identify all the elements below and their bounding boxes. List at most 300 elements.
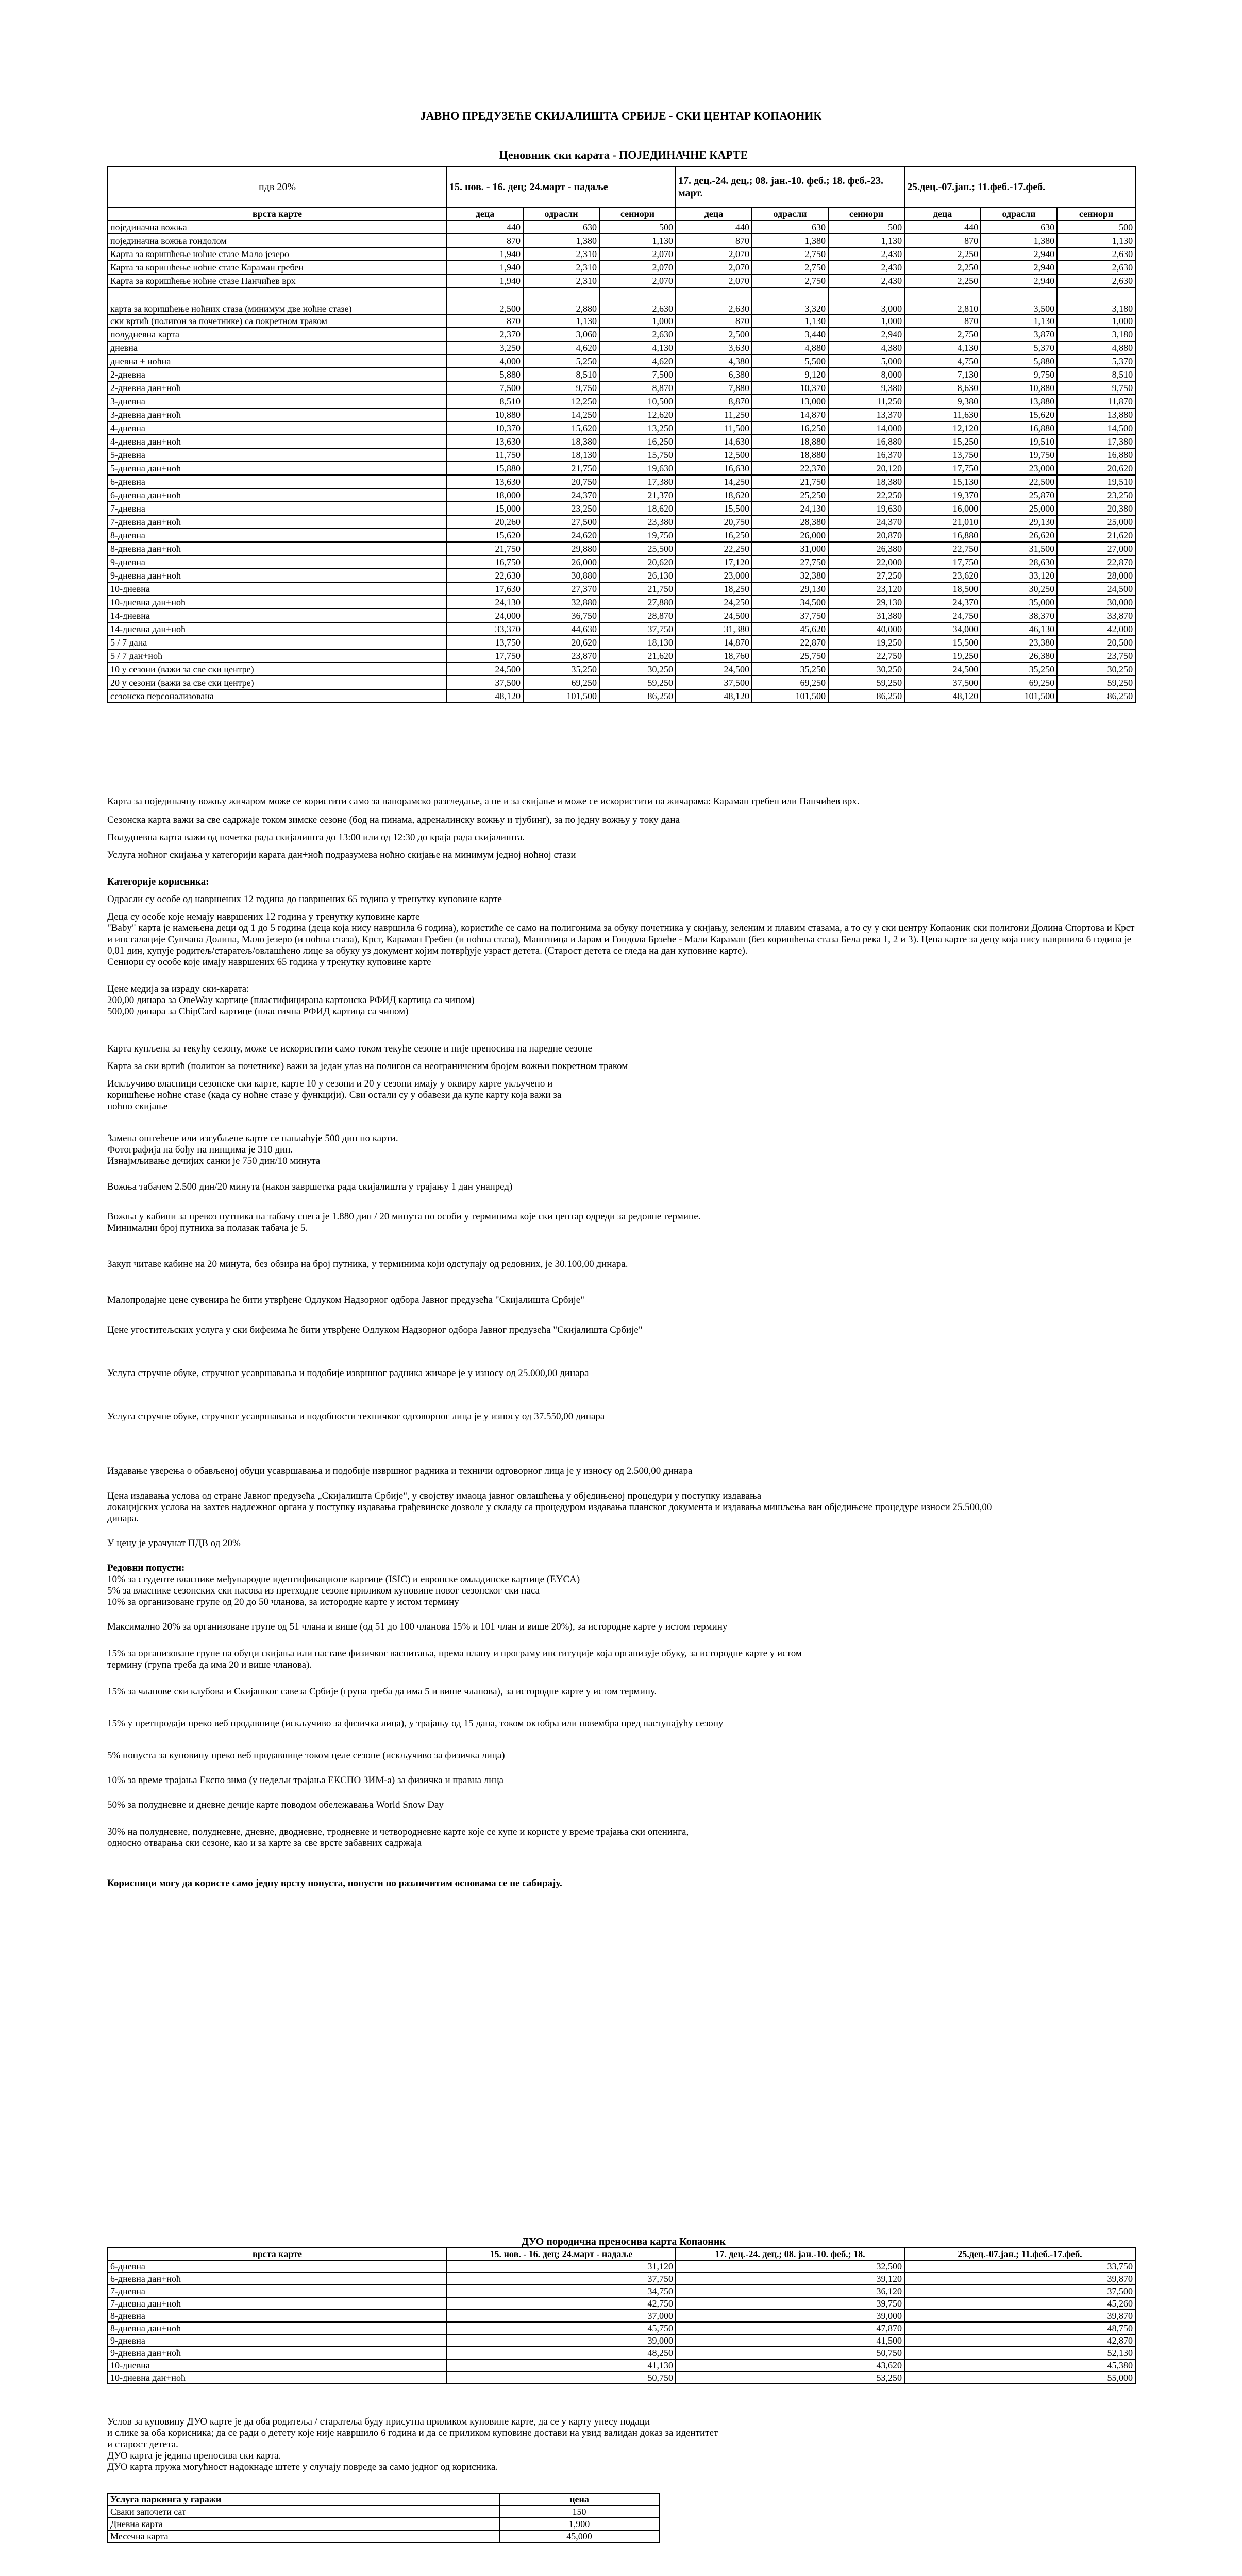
price-cell: 870 — [447, 234, 523, 247]
price-cell: 33,370 — [447, 622, 523, 636]
price-cell: 34,750 — [447, 2285, 676, 2297]
price-cell: 13,750 — [904, 448, 981, 462]
price-cell: 16,000 — [904, 502, 981, 515]
price-cell: 15,620 — [981, 408, 1057, 421]
price-cell: 2,310 — [523, 247, 599, 261]
price-cell: 1,380 — [752, 234, 828, 247]
price-cell: 13,250 — [599, 421, 676, 435]
price-cell: 32,500 — [676, 2260, 904, 2273]
price-cell: 2,940 — [981, 274, 1057, 287]
discount-item: 5% попуста за куповину преко веб продавнице током целе сезоне (искључиво за физичка лица) — [107, 1750, 505, 1761]
table-row — [108, 2260, 1135, 2273]
table-row — [108, 435, 1135, 448]
price-cell: 2,940 — [981, 247, 1057, 261]
discount-item: 10% за студенте власнике међународне идентификационе картице (ISIC) и европске омладинске картице (EYCA) — [107, 1574, 580, 1585]
table-row — [108, 2530, 659, 2543]
ticket-type: полудневна карта — [108, 328, 447, 341]
discount-item: термину (група треба да има 20 и више чланова). — [107, 1659, 312, 1670]
ticket-type: 8-дневна дан+ноћ — [108, 542, 447, 555]
price-cell: 18,620 — [599, 502, 676, 515]
document-subtitle: Ценовник ски карата - ПОЈЕДИНАЧНЕ КАРТЕ — [499, 148, 748, 161]
garage-header-row — [108, 2493, 659, 2505]
note: 200,00 динара за OneWay картице (пластифицирана картонска РФИД картица са чипом) — [107, 995, 475, 1006]
table-row — [108, 2322, 1135, 2334]
price-cell: 27,370 — [523, 582, 599, 596]
garage-table — [107, 2493, 660, 2543]
price-cell: 10,370 — [447, 421, 523, 435]
table-row — [108, 287, 1135, 314]
price-cell: 32,880 — [523, 596, 599, 609]
price-cell: 24,130 — [752, 502, 828, 515]
price-cell: 2,750 — [752, 261, 828, 274]
table-row — [108, 663, 1135, 676]
note: Карта за појединачну вожњу жичаром може се користити само за панорамско разгледање, а не и за скијање и може се искористити на жичарама: Караман гребен или Панчићев врх. — [107, 796, 860, 807]
service-label: Сваки започети сат — [108, 2505, 499, 2518]
price-cell: 26,380 — [828, 542, 904, 555]
price-cell: 3,320 — [752, 287, 828, 314]
price-cell: 16,880 — [828, 435, 904, 448]
note: Полудневна карта важи од почетка рада скијалишта до 13:00 или од 12:30 до краја рада скијалишта. — [107, 832, 525, 843]
discount-item: 15% за организоване групе на обуци скијања или наставе физичког васпитања, према плану и програму институције која организује обуку, за истородне карте у истом — [107, 1648, 802, 1659]
price-cell: 2,310 — [523, 261, 599, 274]
price-cell: 48,250 — [447, 2347, 676, 2359]
price-cell: 37,750 — [447, 2273, 676, 2285]
price-cell: 12,120 — [904, 421, 981, 435]
price-cell: 30,250 — [981, 582, 1057, 596]
price-cell: 9,380 — [828, 381, 904, 395]
price-cell: 39,870 — [904, 2310, 1135, 2322]
note: и старост детета. — [107, 2439, 178, 2450]
ticket-type: 6-дневна дан+ноћ — [108, 488, 447, 502]
table-row — [108, 274, 1135, 287]
note: Вожња табачем 2.500 дин/20 минута (након завршетка рада скијалишта у трајању 1 дан унапред) — [107, 1181, 513, 1192]
price-cell: 2,630 — [599, 328, 676, 341]
price-cell: 17,120 — [676, 555, 752, 569]
table-row — [108, 689, 1135, 703]
price-cell: 52,130 — [904, 2347, 1135, 2359]
ticket-type: 9-дневна дан+ноћ — [108, 2347, 447, 2359]
price-cell: 2,500 — [447, 287, 523, 314]
price-cell: 42,750 — [447, 2297, 676, 2310]
price-cell: 1,130 — [752, 314, 828, 328]
price-cell: 24,000 — [447, 609, 523, 622]
price-cell: 36,120 — [676, 2285, 904, 2297]
table-row — [108, 341, 1135, 354]
discount-item: 15% за чланове ски клубова и Скијашког савеза Србије (група треба да има 5 и више чланова), за истородне карте у истом термину. — [107, 1686, 657, 1697]
discount-item: односно отварања ски сезоне, као и за карте за све врсте забавних садржаја — [107, 1838, 422, 1849]
column-header: деца — [447, 207, 523, 221]
price-cell: 500 — [599, 221, 676, 234]
price-cell: 14,000 — [828, 421, 904, 435]
ticket-type: 2-дневна дан+ноћ — [108, 381, 447, 395]
price-cell: 10,500 — [599, 395, 676, 408]
table-row — [108, 261, 1135, 274]
column-header: одрасли — [752, 207, 828, 221]
table-row — [108, 395, 1135, 408]
price-cell: 18,880 — [752, 435, 828, 448]
discount-item: 50% за полудневне и дневне дечије карте поводом обележавања World Snow Day — [107, 1800, 444, 1810]
price-cell: 37,500 — [904, 2285, 1135, 2297]
price-cell: 20,870 — [828, 529, 904, 542]
price-cell: 29,130 — [752, 582, 828, 596]
column-header: сениори — [599, 207, 676, 221]
price-cell: 31,380 — [828, 609, 904, 622]
price-cell: 23,380 — [981, 636, 1057, 649]
price-cell: 41,500 — [676, 2334, 904, 2347]
price-cell: 2,630 — [1057, 261, 1135, 274]
price-cell: 2,750 — [752, 247, 828, 261]
price-cell: 17,630 — [447, 582, 523, 596]
price-cell: 40,000 — [828, 622, 904, 636]
price-cell: 12,250 — [523, 395, 599, 408]
price-cell: 32,380 — [752, 569, 828, 582]
price-cell: 13,630 — [447, 435, 523, 448]
price-cell: 35,000 — [981, 596, 1057, 609]
table-row — [108, 2297, 1135, 2310]
price-cell: 4,880 — [752, 341, 828, 354]
price-cell: 24,500 — [1057, 582, 1135, 596]
price-cell: 2,940 — [828, 328, 904, 341]
price-cell: 36,750 — [523, 609, 599, 622]
note: локацијских услова на захтев надлежног органа у поступку издавања грађевинске дозволе у складу са процедуром издавања планског документа и издавања мишљења ван обједињене процедуре износи 25.500,00 — [107, 1502, 992, 1513]
table-row — [108, 475, 1135, 488]
price-cell: 24,370 — [523, 488, 599, 502]
price-cell: 45,000 — [499, 2530, 659, 2543]
period-header: 25.дец.-07.јан.; 11.феб.-17.феб. — [904, 2248, 1135, 2260]
price-cell: 37,500 — [676, 676, 752, 689]
price-cell: 86,250 — [828, 689, 904, 703]
price-cell: 19,750 — [599, 529, 676, 542]
price-cell: 1,000 — [1057, 314, 1135, 328]
table-row — [108, 421, 1135, 435]
price-cell: 30,880 — [523, 569, 599, 582]
ticket-type: дневна + ноћна — [108, 354, 447, 368]
price-cell: 45,380 — [904, 2359, 1135, 2371]
price-cell: 20,120 — [828, 462, 904, 475]
period-header-row — [108, 167, 1135, 207]
price-cell: 25,750 — [752, 649, 828, 663]
price-cell: 31,380 — [676, 622, 752, 636]
media-heading: Цене медија за израду ски-карата: — [107, 984, 249, 994]
price-cell: 13,750 — [447, 636, 523, 649]
price-cell: 37,000 — [447, 2310, 676, 2322]
table-row — [108, 582, 1135, 596]
price-cell: 50,750 — [676, 2347, 904, 2359]
price-cell: 2,630 — [1057, 274, 1135, 287]
table-row — [108, 2505, 659, 2518]
price-cell: 13,880 — [1057, 408, 1135, 421]
ticket-type: сезонска персонализована — [108, 689, 447, 703]
price-cell: 12,500 — [676, 448, 752, 462]
duo-header-row — [108, 2248, 1135, 2260]
price-cell: 4,750 — [904, 354, 981, 368]
price-cell: 37,500 — [904, 676, 981, 689]
service-label: Месечна карта — [108, 2530, 499, 2543]
price-cell: 34,500 — [752, 596, 828, 609]
price-cell: 14,250 — [523, 408, 599, 421]
price-cell: 4,880 — [1057, 341, 1135, 354]
price-cell: 18,250 — [676, 582, 752, 596]
price-cell: 11,500 — [676, 421, 752, 435]
table-row — [108, 2347, 1135, 2359]
table-row — [108, 462, 1135, 475]
price-cell: 16,750 — [447, 555, 523, 569]
price-cell: 29,130 — [828, 596, 904, 609]
price-cell: 2,940 — [981, 261, 1057, 274]
price-cell: 24,500 — [447, 663, 523, 676]
price-cell: 19,750 — [981, 448, 1057, 462]
ticket-type: 7-дневна дан+ноћ — [108, 515, 447, 529]
price-cell: 31,500 — [981, 542, 1057, 555]
ticket-type: 10-дневна дан+ноћ — [108, 2371, 447, 2384]
price-cell: 22,250 — [828, 488, 904, 502]
price-cell: 69,250 — [523, 676, 599, 689]
price-cell: 38,370 — [981, 609, 1057, 622]
price-cell: 2,430 — [828, 261, 904, 274]
garage-price-header: цена — [499, 2493, 659, 2505]
table-row — [108, 247, 1135, 261]
price-cell: 13,000 — [752, 395, 828, 408]
price-cell: 86,250 — [599, 689, 676, 703]
pdv-label: пдв 20% — [108, 167, 447, 207]
price-cell: 33,750 — [904, 2260, 1135, 2273]
price-cell: 2,750 — [752, 274, 828, 287]
ticket-type: карта за коришћење ноћних стаза (минимум две ноћне стазе) — [108, 287, 447, 314]
price-cell: 35,250 — [752, 663, 828, 676]
table-row — [108, 2334, 1135, 2347]
note: Минимални број путника за полазак табача је 5. — [107, 1223, 308, 1233]
table-row — [108, 234, 1135, 247]
price-cell: 4,380 — [828, 341, 904, 354]
note: Сезонска карта важи за све садржаје током зимске сезоне (бод на пинама, адреналинску вожњу и тјубинг), за по једну вожњу у току дана — [107, 815, 680, 825]
price-cell: 2,750 — [904, 328, 981, 341]
ticket-type: 9-дневна — [108, 2334, 447, 2347]
price-cell: 47,870 — [676, 2322, 904, 2334]
price-cell: 48,120 — [904, 689, 981, 703]
price-cell: 48,120 — [447, 689, 523, 703]
price-cell: 21,010 — [904, 515, 981, 529]
column-header-ticket: врста карте — [108, 207, 447, 221]
price-cell: 15,500 — [904, 636, 981, 649]
price-cell: 26,380 — [981, 649, 1057, 663]
price-cell: 22,630 — [447, 569, 523, 582]
ticket-type: 4-дневна — [108, 421, 447, 435]
price-cell: 11,630 — [904, 408, 981, 421]
price-cell: 1,380 — [523, 234, 599, 247]
price-cell: 4,380 — [676, 354, 752, 368]
price-cell: 16,250 — [676, 529, 752, 542]
price-cell: 19,250 — [828, 636, 904, 649]
ticket-type: 7-дневна — [108, 2285, 447, 2297]
price-cell: 24,620 — [523, 529, 599, 542]
price-cell: 34,000 — [904, 622, 981, 636]
price-cell: 19,370 — [904, 488, 981, 502]
column-header: сениори — [1057, 207, 1135, 221]
price-cell: 45,260 — [904, 2297, 1135, 2310]
discount-item: 10% за организоване групе од 20 до 50 чланова, за истородне карте у истом термину — [107, 1597, 459, 1607]
price-cell: 15,750 — [599, 448, 676, 462]
duo-table — [107, 2247, 1136, 2384]
ticket-type: 7-дневна дан+ноћ — [108, 2297, 447, 2310]
price-cell: 18,760 — [676, 649, 752, 663]
price-cell: 3,180 — [1057, 287, 1135, 314]
price-cell: 37,750 — [752, 609, 828, 622]
price-cell: 5,500 — [752, 354, 828, 368]
price-cell: 25,870 — [981, 488, 1057, 502]
discount-item: 30% на полудневне, полудневне, дневне, дводневне, тродневне и четвородневне карте које се купе и користе у време трајања ски опенинга, — [107, 1826, 689, 1837]
table-row — [108, 448, 1135, 462]
price-cell: 28,870 — [599, 609, 676, 622]
price-cell: 53,250 — [676, 2371, 904, 2384]
price-cell: 870 — [676, 314, 752, 328]
price-cell: 8,510 — [1057, 368, 1135, 381]
price-cell: 2,070 — [599, 261, 676, 274]
note: "Baby" карта је намењена деци од 1 до 5 година (деца која нису навршила 6 година), користиће се само на полигонима за обуку почетника у скијању, зеленим и плавим стазама, а то су у ски центру Копаоник ски полигони Долина Спортова и Крст и инсталације Сунчана Долина, Мало језеро (и ноћна стаза), Крст, Караман Гребен (и ноћна стаза), Маштница и Јарам и Гондола Брзеће - Мали Караман (без коришћења стаза Бела река 1, 2 и 3). Цена карте за децу која нису навршила 6 година је 0,01 дин, купује родитељ/старатељ/овлашћено лице за обуку уз документ којим потврђује узраст детета. (Старост детета се гледа на дан куповине карте). — [107, 923, 1135, 956]
period-header: 17. дец.-24. дец.; 08. јан.-10. феб.; 18. феб.-23. март. — [676, 167, 904, 207]
price-cell: 25,500 — [599, 542, 676, 555]
note: У цену је урачунат ПДВ од 20% — [107, 1538, 241, 1549]
price-cell: 69,250 — [981, 676, 1057, 689]
duo-table-body — [108, 2260, 1135, 2384]
price-cell: 16,370 — [828, 448, 904, 462]
price-cell: 1,130 — [1057, 234, 1135, 247]
price-cell: 11,250 — [828, 395, 904, 408]
price-cell: 23,750 — [1057, 649, 1135, 663]
price-cell: 8,870 — [676, 395, 752, 408]
price-cell: 870 — [904, 314, 981, 328]
price-cell: 16,630 — [676, 462, 752, 475]
price-cell: 35,250 — [981, 663, 1057, 676]
note: Карта купљена за текућу сезону, може се искористити само током текуће сезоне и није преносива на наредне сезоне — [107, 1043, 592, 1054]
ticket-type: 8-дневна — [108, 2310, 447, 2322]
price-cell: 17,750 — [447, 649, 523, 663]
column-header-row — [108, 207, 1135, 221]
ticket-type: 10 у сезони (важи за све ски центре) — [108, 663, 447, 676]
price-cell: 29,130 — [981, 515, 1057, 529]
period-header: 15. нов. - 16. дец; 24.март - надаље — [447, 2248, 676, 2260]
period-header: 25.дец.-07.јан.; 11.феб.-17.феб. — [904, 167, 1135, 207]
price-cell: 3,630 — [676, 341, 752, 354]
column-header: деца — [904, 207, 981, 221]
price-cell: 20,620 — [599, 555, 676, 569]
price-cell: 21,370 — [599, 488, 676, 502]
price-cell: 2,070 — [676, 247, 752, 261]
table-row — [108, 2359, 1135, 2371]
price-cell: 18,880 — [752, 448, 828, 462]
price-cell: 2,810 — [904, 287, 981, 314]
note: Сениори су особе које имају навршених 65 година у тренутку куповине карте — [107, 957, 431, 968]
price-cell: 22,750 — [904, 542, 981, 555]
price-cell: 33,870 — [1057, 609, 1135, 622]
price-cell: 11,250 — [676, 408, 752, 421]
price-cell: 55,000 — [904, 2371, 1135, 2384]
price-cell: 9,380 — [904, 395, 981, 408]
price-cell: 18,130 — [523, 448, 599, 462]
ticket-type: Карта за коришћење ноћне стазе Караман гребен — [108, 261, 447, 274]
price-cell: 25,000 — [981, 502, 1057, 515]
duo-notes — [107, 2416, 1035, 2473]
price-cell: 20,750 — [676, 515, 752, 529]
price-cell: 15,620 — [523, 421, 599, 435]
price-cell: 25,000 — [1057, 515, 1135, 529]
price-cell: 26,620 — [981, 529, 1057, 542]
price-cell: 19,250 — [904, 649, 981, 663]
price-cell: 29,880 — [523, 542, 599, 555]
price-cell: 27,880 — [599, 596, 676, 609]
ticket-type: 5-дневна — [108, 448, 447, 462]
note: Закуп читаве кабине на 20 минута, без обзира на број путника, у терминима који одступају од редовних, је 30.100,00 динара. — [107, 1259, 628, 1269]
price-cell: 19,510 — [981, 435, 1057, 448]
price-cell: 45,620 — [752, 622, 828, 636]
price-cell: 1,130 — [599, 234, 676, 247]
price-cell: 440 — [676, 221, 752, 234]
price-cell: 23,250 — [1057, 488, 1135, 502]
price-cell: 1,000 — [828, 314, 904, 328]
ticket-type: 9-дневна — [108, 555, 447, 569]
price-cell: 25,250 — [752, 488, 828, 502]
ticket-type: 20 у сезони (важи за све ски центре) — [108, 676, 447, 689]
period-header: 15. нов. - 16. дец; 24.март - надаље — [447, 167, 676, 207]
price-cell: 39,870 — [904, 2273, 1135, 2285]
table-row — [108, 368, 1135, 381]
price-cell: 14,500 — [1057, 421, 1135, 435]
price-cell: 10,880 — [447, 408, 523, 421]
ticket-type: 5-дневна дан+ноћ — [108, 462, 447, 475]
ticket-type: 14-дневна дан+ноћ — [108, 622, 447, 636]
price-cell: 1,940 — [447, 261, 523, 274]
ticket-type: ски вртић (полигон за почетнике) са покретном траком — [108, 314, 447, 328]
ticket-type: 14-дневна — [108, 609, 447, 622]
price-cell: 101,500 — [981, 689, 1057, 703]
price-cell: 22,370 — [752, 462, 828, 475]
price-cell: 23,250 — [523, 502, 599, 515]
ticket-type: појединачна вожња — [108, 221, 447, 234]
price-cell: 59,250 — [1057, 676, 1135, 689]
price-cell: 5,880 — [981, 354, 1057, 368]
price-cell: 4,130 — [599, 341, 676, 354]
price-cell: 23,000 — [981, 462, 1057, 475]
ticket-type: 5 / 7 дана — [108, 636, 447, 649]
price-cell: 24,750 — [904, 609, 981, 622]
ticket-type: 9-дневна дан+ноћ — [108, 569, 447, 582]
price-cell: 3,180 — [1057, 328, 1135, 341]
price-cell: 30,000 — [1057, 596, 1135, 609]
price-cell: 5,370 — [1057, 354, 1135, 368]
price-cell: 7,130 — [904, 368, 981, 381]
price-cell: 630 — [752, 221, 828, 234]
price-cell: 16,880 — [1057, 448, 1135, 462]
categories-heading: Категорије корисника: — [107, 876, 209, 887]
price-cell: 4,620 — [599, 354, 676, 368]
table-row — [108, 529, 1135, 542]
price-cell: 31,000 — [752, 542, 828, 555]
price-cell: 3,000 — [828, 287, 904, 314]
price-cell: 20,260 — [447, 515, 523, 529]
price-cell: 24,130 — [447, 596, 523, 609]
ticket-type: 3-дневна дан+ноћ — [108, 408, 447, 421]
price-cell: 8,870 — [599, 381, 676, 395]
price-cell: 870 — [676, 234, 752, 247]
table-row — [108, 569, 1135, 582]
ticket-type: 7-дневна — [108, 502, 447, 515]
column-header-ticket: врста карте — [108, 2248, 447, 2260]
note: ДУО карта је једина преносива ски карта. — [107, 2450, 281, 2461]
price-cell: 15,130 — [904, 475, 981, 488]
table-row — [108, 328, 1135, 341]
price-cell: 14,630 — [676, 435, 752, 448]
price-cell: 21,620 — [599, 649, 676, 663]
price-cell: 440 — [447, 221, 523, 234]
